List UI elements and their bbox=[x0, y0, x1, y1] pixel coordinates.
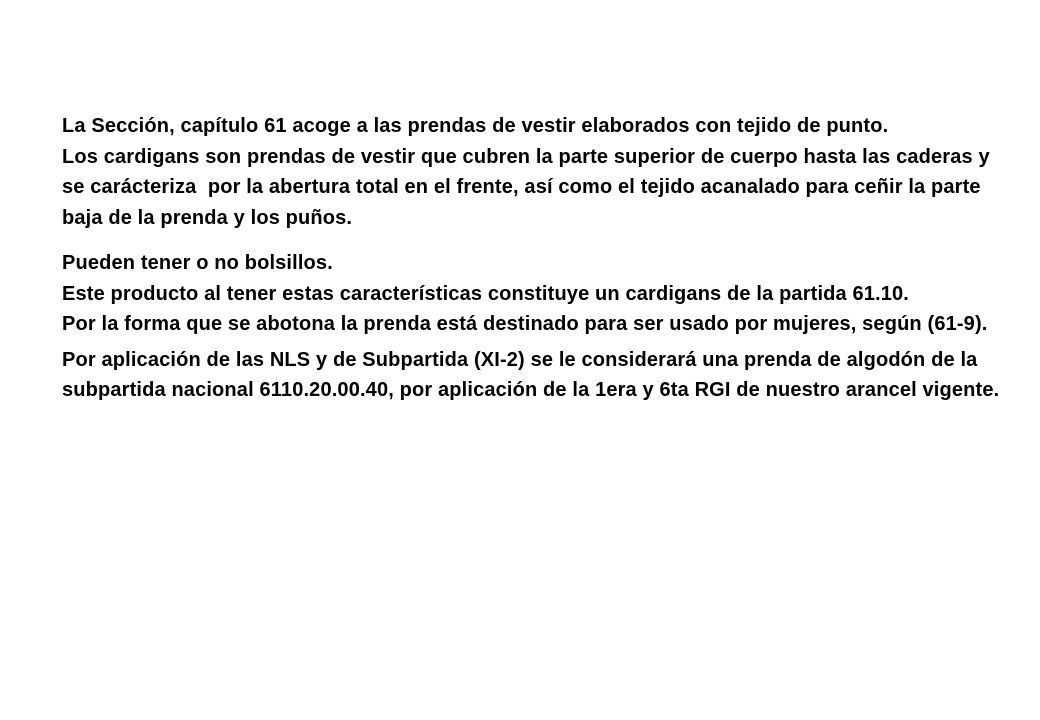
paragraph-bolsillos: Pueden tener o no bolsillos. bbox=[62, 252, 333, 274]
paragraph-aplicacion-nls: Por aplicación de las NLS y de Subpartida (XI-2) se le considerará una prenda de algodón de la subpartida nacional 6110.20.00.40, por aplicación de la 1era y 6ta RGI de nuestro arancel vigente. bbox=[62, 348, 1000, 401]
paragraph-abotona-mujeres: Por la forma que se abotona la prenda está destinado para ser usado por mujeres, según (61-9). bbox=[62, 313, 988, 335]
paragraph-cardigans-definition: Los cardigans son prendas de vestir que cubren la parte superior de cuerpo hasta las caderas y se carácteriza por la abertura total en el frente, así como el tejido acanalado para ceñir la parte baja de la prenda y los puños. bbox=[62, 145, 996, 229]
paragraph-seccion: La Sección, capítulo 61 acoge a las prendas de vestir elaborados con tejido de punto. bbox=[62, 115, 889, 137]
slide-text-body bbox=[62, 111, 1002, 406]
paragraph-producto-partida: Este producto al tener estas características constituye un cardigans de la partida 61.10. bbox=[62, 282, 910, 305]
